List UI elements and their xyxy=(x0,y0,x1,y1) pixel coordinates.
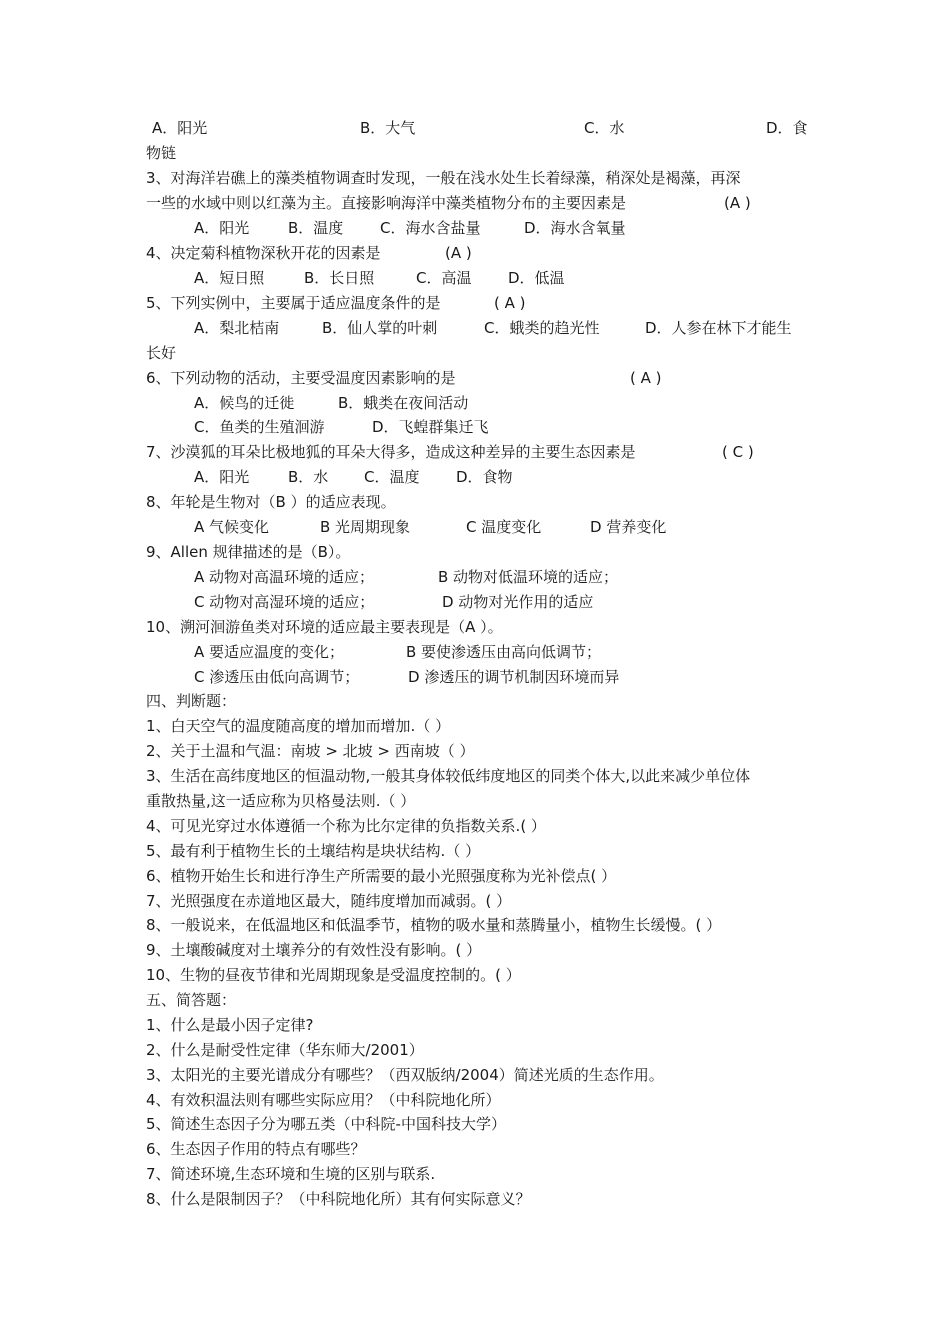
q6-stem: 6、下列动物的活动，主要受温度因素影响的是 xyxy=(146,369,456,387)
section5-item: 8、什么是限制因子？（中科院地化所）其有何实际意义？ xyxy=(146,1190,531,1208)
q9-option-d: D 动物对光作用的适应 xyxy=(442,593,594,611)
q5-option-d: D．人参在林下才能生 xyxy=(645,319,792,337)
section4-item: 6、植物开始生长和进行净生产所需要的最小光照强度称为光补偿点( ） xyxy=(146,867,617,885)
section5-item: 3、太阳光的主要光谱成分有哪些？（西双版纳/2004）简述光质的生态作用。 xyxy=(146,1066,664,1084)
section5-item: 2、什么是耐受性定律（华东师大/2001） xyxy=(146,1041,424,1059)
section5-item: 5、简述生态因子分为哪五类（中科院-中国科技大学） xyxy=(146,1115,506,1133)
q9-stem: 9、Allen 规律描述的是（B）。 xyxy=(146,543,351,561)
q7-option-a: A．阳光 xyxy=(194,468,250,486)
q3-option-a: A．阳光 xyxy=(194,219,250,237)
q7-option-b: B．水 xyxy=(288,468,329,486)
q3-answer: (A ) xyxy=(724,194,751,212)
q3-option-b: B．温度 xyxy=(288,219,344,237)
q10-option-a: A 要适应温度的变化； xyxy=(194,643,345,661)
q4-option-c: C．高温 xyxy=(416,269,472,287)
q2-option-d: D．食 xyxy=(766,119,808,137)
q6-option-a: A．候鸟的迁徙 xyxy=(194,394,295,412)
section5-title: 五、简答题： xyxy=(146,991,237,1009)
q3-stem-line2: 一些的水域中则以红藻为主。直接影响海洋中藻类植物分布的主要因素是 xyxy=(146,194,627,212)
section5-item: 4、有效积温法则有哪些实际应用？（中科院地化所） xyxy=(146,1091,501,1109)
q7-option-d: D．食物 xyxy=(456,468,513,486)
q3-stem-line1: 3、对海洋岩礁上的藻类植物调查时发现，一般在浅水处生长着绿藻，稍深处是褐藻，再深 xyxy=(146,169,741,187)
section4-item: 5、最有利于植物生长的土壤结构是块状结构.（ ） xyxy=(146,842,481,860)
q3-option-d: D．海水含氧量 xyxy=(524,219,626,237)
q6-option-b: B．蛾类在夜间活动 xyxy=(338,394,469,412)
q4-stem: 4、决定菊科植物深秋开花的因素是 xyxy=(146,244,381,262)
q4-option-a: A．短日照 xyxy=(194,269,265,287)
q5-stem: 5、下列实例中，主要属于适应温度条件的是 xyxy=(146,294,441,312)
q9-option-c: C 动物对高湿环境的适应； xyxy=(194,593,375,611)
q10-option-c: C 渗透压由低向高调节； xyxy=(194,668,360,686)
q8-stem: 8、年轮是生物对（B ）的适应表现。 xyxy=(146,493,396,511)
q9-option-b: B 动物对低温环境的适应； xyxy=(438,568,619,586)
section5-item: 6、生态因子作用的特点有哪些？ xyxy=(146,1140,366,1158)
q4-option-d: D．低温 xyxy=(508,269,565,287)
section4-item: 10、生物的昼夜节律和光周期现象是受温度控制的。( ） xyxy=(146,966,521,984)
q2-option-c: C．水 xyxy=(584,119,625,137)
section5-item: 7、简述环境,生态环境和生境的区别与联系. xyxy=(146,1165,436,1183)
q5-option-b: B．仙人掌的叶刺 xyxy=(322,319,438,337)
q10-option-d: D 渗透压的调节机制因环境而异 xyxy=(408,668,620,686)
q5-option-d-cont: 长好 xyxy=(146,344,177,362)
section4-item: 8、一般说来，在低温地区和低温季节，植物的吸水量和蒸腾量小，植物生长缓慢。( ） xyxy=(146,916,722,934)
section4-item: 重散热量,这一适应称为贝格曼法则.（ ） xyxy=(146,792,416,810)
section4-item: 7、光照强度在赤道地区最大，随纬度增加而减弱。( ） xyxy=(146,892,512,910)
q3-option-c: C．海水含盐量 xyxy=(380,219,481,237)
section4-item: 9、土壤酸碱度对土壤养分的有效性没有影响。( ） xyxy=(146,941,482,959)
section4-item: 4、可见光穿过水体遵循一个称为比尔定律的负指数关系.( ） xyxy=(146,817,546,835)
section4-item: 3、生活在高纬度地区的恒温动物,一般其身体较低纬度地区的同类个体大,以此来减少单位体 xyxy=(146,767,751,785)
section5-item: 1、什么是最小因子定律? xyxy=(146,1016,314,1034)
q7-stem: 7、沙漠狐的耳朵比极地狐的耳朵大得多，造成这种差异的主要生态因素是 xyxy=(146,443,636,461)
q5-option-c: C．蛾类的趋光性 xyxy=(484,319,600,337)
q8-option-c: C 温度变化 xyxy=(466,518,542,536)
q10-stem: 10、溯河洄游鱼类对环境的适应最主要表现是（A ）。 xyxy=(146,618,503,636)
q7-answer: ( C ) xyxy=(722,443,754,461)
q8-option-d: D 营养变化 xyxy=(590,518,667,536)
q2-option-a: A．阳光 xyxy=(152,119,208,137)
q4-option-b: B．长日照 xyxy=(304,269,375,287)
q6-option-c: C．鱼类的生殖洄游 xyxy=(194,418,325,436)
q10-option-b: B 要使渗透压由高向低调节； xyxy=(406,643,602,661)
q5-answer: ( A ) xyxy=(494,294,526,312)
section4-item: 2、关于土温和气温：南坡 > 北坡 > 西南坡（ ） xyxy=(146,742,475,760)
section4-item: 1、白天空气的温度随高度的增加而增加.（ ） xyxy=(146,717,451,735)
q2-option-d-cont: 物链 xyxy=(146,144,177,162)
q7-option-c: C．温度 xyxy=(364,468,420,486)
q5-option-a: A．梨北桔南 xyxy=(194,319,280,337)
q6-answer: ( A ) xyxy=(630,369,662,387)
q8-option-a: A 气候变化 xyxy=(194,518,270,536)
q6-option-d: D．飞蝗群集迁飞 xyxy=(372,418,489,436)
q2-option-b: B．大气 xyxy=(360,119,416,137)
q4-answer: (A ) xyxy=(445,244,472,262)
q9-option-a: A 动物对高温环境的适应； xyxy=(194,568,375,586)
q8-option-b: B 光周期现象 xyxy=(320,518,411,536)
section4-title: 四、判断题： xyxy=(146,692,237,710)
